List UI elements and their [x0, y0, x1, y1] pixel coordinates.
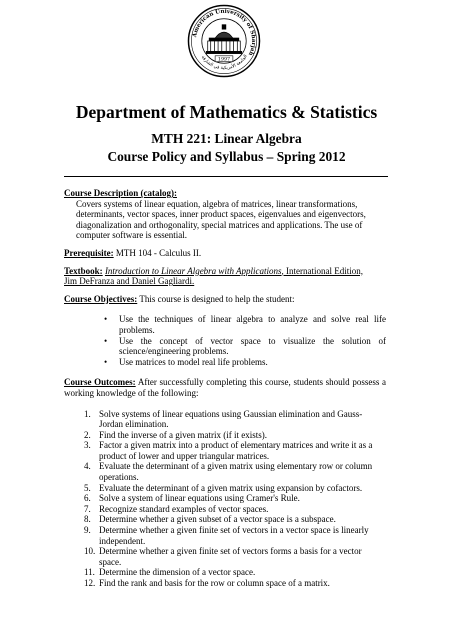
list-item: 2. Find the inverse of a given matrix (if it exists).: [84, 429, 267, 440]
syllabus-subtitle: Course Policy and Syllabus – Spring 2012: [107, 149, 346, 164]
description-text: Covers systems of linear equation, algebra of matrices, linear transformations, determinants, vector spaces, inner product spaces, eigenvalues and eigenvectors, diagonalization and orthogonality, special matrices and applications. The use of computer software is essential.: [76, 198, 366, 241]
textbook-heading: Textbook:: [64, 265, 103, 276]
textbook-edition: , International Edition,: [281, 265, 364, 276]
outcomes-line: [64, 377, 386, 398]
outcomes-list: [64, 409, 386, 589]
bullet-icon: •: [104, 314, 108, 325]
list-item: 7. Recognize standard examples of vector spaces.: [84, 503, 269, 514]
list-item: 1. Solve systems of linear equations using Gaussian elimination and Gauss-Jordan elimination.: [84, 408, 363, 430]
list-item: 9. Determine whether a given finite set of vectors in a vector space is linearly independent.: [84, 525, 369, 546]
seal-year: 1997: [217, 57, 231, 63]
list-item: 11. Determine the dimension of a vector space.: [84, 567, 256, 578]
objectives-intro: This course is designed to help the student:: [137, 293, 295, 304]
textbook-line: [64, 266, 386, 287]
bullet-icon: •: [104, 356, 108, 367]
department-title: Department of Mathematics & Statistics: [75, 102, 378, 122]
header-divider: [64, 176, 388, 177]
list-item: 10. Determine whether a given finite set of vectors forms a basis for a vector space.: [84, 546, 362, 567]
textbook-title: Introduction to Linear Algebra with Applications: [104, 265, 282, 276]
objectives-list: [64, 314, 386, 367]
bullet-icon: •: [104, 335, 108, 346]
list-item: 8. Determine whether a given subset of a vector space is a subspace.: [84, 514, 336, 525]
list-item: 5. Evaluate the determinant of a given matrix using expansion by cofactors.: [84, 482, 363, 493]
objectives-heading: Course Objectives:: [64, 293, 138, 304]
list-item: 3. Factor a given matrix into a product of elementary matrices and write it as a product of lower and upper triangular matrices.: [84, 440, 373, 461]
syllabus-body: [64, 181, 386, 589]
list-item: 6. Solve a system of linear equations using Cramer's Rule.: [84, 493, 300, 504]
objectives-line: [64, 294, 386, 305]
outcomes-intro: After successfully completing this course, students should possess a working knowledge of the following:: [64, 377, 386, 398]
prerequisite-text: MTH 104 - Calculus II.: [113, 247, 202, 258]
outcomes-heading: Course Outcomes:: [64, 377, 136, 388]
list-item: 12. Find the rank and basis for the row or column space of a matrix.: [84, 578, 330, 588]
list-item: 4. Evaluate the determinant of a given matrix using elementary row or column operations.: [84, 461, 373, 483]
seal-building-icon: [206, 25, 242, 54]
course-title: MTH 221: Linear Algebra: [151, 131, 302, 146]
list-item: • Use the techniques of linear algebra to analyze and solve real life problems.: [104, 314, 386, 335]
university-seal-logo: [187, 4, 261, 78]
seal-ring-text: American University of Sharjah: [192, 8, 257, 57]
prerequisite-heading: Prerequisite:: [64, 247, 114, 258]
seal-arabic-text: الجامعة الأمريكية في الشارقة: [199, 54, 249, 72]
list-item: • Use the concept of vector space to visualize the solution of science/engineering problems.: [104, 335, 386, 357]
prerequisite-line: [64, 248, 386, 259]
description-heading: Course Description (catalog):: [64, 188, 177, 198]
list-item: • Use matrices to model real life problems.: [104, 356, 268, 367]
textbook-authors: Jim DeFranza and Daniel Gagliardi.: [64, 276, 195, 287]
